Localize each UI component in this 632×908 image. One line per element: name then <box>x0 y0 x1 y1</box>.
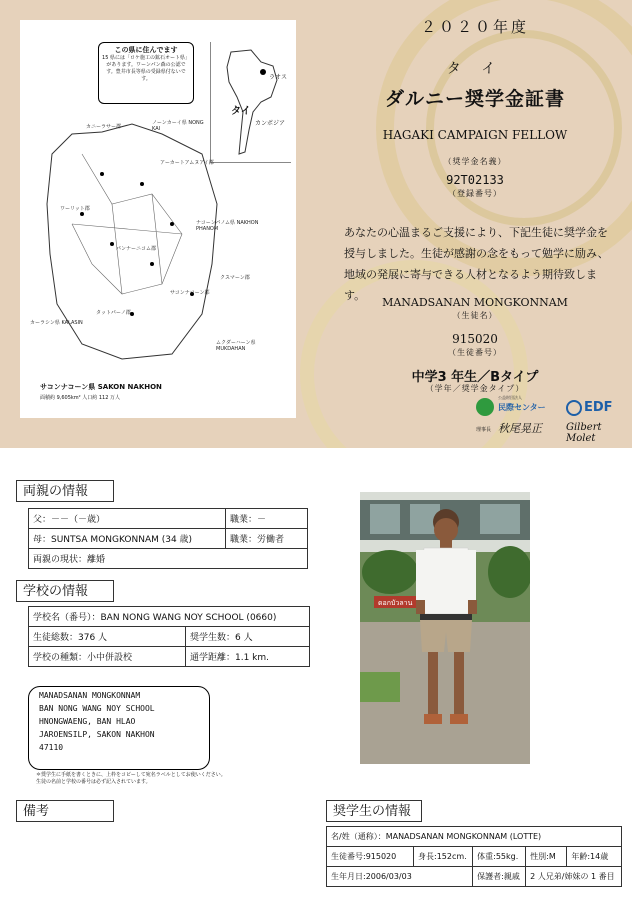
map-place: ノーンカーイ県 NONG KAI <box>152 120 204 132</box>
certificate-message: あなたの心温まるご支援により、下記生徒に奨学金を授与しました。生徒が感謝の念をもって勉学に励み、地域の発展に寄与できる人材となるよう期待致します。 <box>344 226 609 302</box>
student-name: MANADSANAN MONGKONNAM <box>382 296 568 309</box>
chairman-role: 理事長 <box>476 427 492 433</box>
inset-label-thailand: タイ <box>231 106 251 117</box>
section-remarks: 備考 <box>16 800 114 822</box>
student-name-label: （生徒名） <box>452 311 498 320</box>
jfi-logo-name: 民際センター <box>498 403 546 412</box>
certificate-panel <box>0 0 632 448</box>
sponsor-label: （奨学金名義） <box>443 157 507 166</box>
jfi-logo-icon <box>476 398 494 416</box>
thailand-outline <box>211 42 291 162</box>
mother-info: 母：SUNTSA MONGKONNAM (34 歳) <box>29 529 226 549</box>
grade-type-label: （学年／奨学金タイプ） <box>425 384 525 393</box>
mother-job: 職業：労働者 <box>226 529 308 549</box>
student-weight: 体重:55kg. <box>473 847 526 867</box>
thailand-inset-map <box>210 42 291 163</box>
school-name: 学校名（番号）：BAN NONG WANG NOY SCHOOL (0660) <box>29 607 310 627</box>
map-place: ムクダーハーン県 MUKDAHAN <box>216 340 256 352</box>
parents-table <box>28 508 308 569</box>
map-note-text: 15 県には「ロケ施工の鉱石オート県」があります。ワーンパン森の公認です。豊井市長等県の受録県付ないです。 <box>102 55 190 82</box>
map-place: パンナーニコム郡 <box>116 246 157 252</box>
section-student: 奨学生の情報 <box>326 800 422 822</box>
map-caption: サコンナコーン県 SAKON NAKHON <box>40 383 162 391</box>
map-place: アーカートアムヌアイ郡 <box>160 160 214 166</box>
map-note <box>98 42 194 104</box>
father-info: 父：－－（－歳） <box>29 509 226 529</box>
registration-number: 92T02133 <box>446 173 504 187</box>
student-number-cell: 生徒番号:915020 <box>327 847 414 867</box>
province-map <box>20 20 296 418</box>
school-distance: 通学距離：1.1 km. <box>186 647 310 667</box>
student-number: 915020 <box>452 332 498 346</box>
school-type: 学校の種類：小中併設校 <box>29 647 186 667</box>
address-line: MANADSANAN MONGKONNAM <box>39 691 141 700</box>
address-note: ＊奨学生に手紙を書くときに、上枠をコピーして宛名ラベルとしてお使いください。生徒の名前と学校の番号は必ず記入されています。 <box>36 772 226 785</box>
address-line: JAROENSILP, SAKON NAKHON <box>39 730 155 739</box>
student-siblings: 2 人兄弟/姉妹の 1 番目 <box>526 867 622 887</box>
student-number-label: （生徒番号） <box>448 348 502 357</box>
map-place: カニーラサー郡 <box>86 124 122 130</box>
school-scholars: 奨学生数：6 人 <box>186 627 310 647</box>
student-height: 身長:152cm. <box>414 847 473 867</box>
student-birthday: 生年月日:2006/03/03 <box>327 867 473 887</box>
edf-logo <box>566 400 626 444</box>
section-school: 学校の情報 <box>16 580 114 602</box>
jfi-logo <box>476 395 546 438</box>
address-label <box>28 686 210 770</box>
map-place: カーラシン県 KALASIN <box>30 320 83 326</box>
registration-label: （登録番号） <box>448 189 502 198</box>
inset-label-laos: ラオス <box>269 74 287 81</box>
section-parents: 両親の情報 <box>16 480 114 502</box>
map-place: クスマーン郡 <box>220 275 250 281</box>
father-job: 職業：－ <box>226 509 308 529</box>
student-age: 年齢:14歳 <box>567 847 622 867</box>
map-place: ワーリット郡 <box>60 206 90 212</box>
jfi-logo-small: 公益財団法人 <box>498 395 522 400</box>
student-table <box>326 826 622 887</box>
student-guardian: 保護者:親戚 <box>473 867 526 887</box>
grade-type: 中学3 年生／Bタイプ <box>411 370 539 385</box>
student-gender: 性別:M <box>526 847 567 867</box>
map-place: タットパーノ郡 <box>96 310 131 316</box>
map-note-title: この県に住んでます <box>114 46 178 54</box>
address-line: 47110 <box>39 743 64 752</box>
photo-sign-text: ดอกบัวลาน <box>378 599 413 607</box>
sponsor-name: HAGAKI CAMPAIGN FELLOW <box>382 128 568 142</box>
certificate-year: ２０２０年度 <box>420 18 529 36</box>
parents-status: 両親の現状：離婚 <box>29 549 308 569</box>
certificate-title: ダルニー奨学金証書 <box>384 88 565 110</box>
certificate-country: タ イ <box>446 61 504 77</box>
address-line: HNONGWAENG, BAN HLAO <box>39 717 136 726</box>
map-caption-small: 面積約 9,605km² 人口約 112 万人 <box>40 395 120 401</box>
school-table <box>28 606 310 667</box>
map-place: サコンナコーン郡 <box>170 290 210 296</box>
student-fullname: 名/姓（通称）：MANADSANAN MONGKONNAM (LOTTE) <box>327 827 622 847</box>
address-line: BAN NONG WANG NOY SCHOOL <box>39 704 155 713</box>
student-photo <box>360 492 530 764</box>
map-place: ナコーンパノム県 NAKHON PHANOM <box>196 220 259 232</box>
edf-logo-icon <box>566 400 582 416</box>
student-photo-illustration <box>360 492 530 764</box>
edf-signature: Gilbert Molet <box>566 422 602 444</box>
chairman-signature: 秋尾晃正 <box>498 422 542 435</box>
edf-logo-name: EDF <box>584 400 613 415</box>
school-total-students: 生徒総数：376 人 <box>29 627 186 647</box>
inset-label-cambodia: カンボジア <box>255 120 286 127</box>
province-outline <box>42 114 222 364</box>
